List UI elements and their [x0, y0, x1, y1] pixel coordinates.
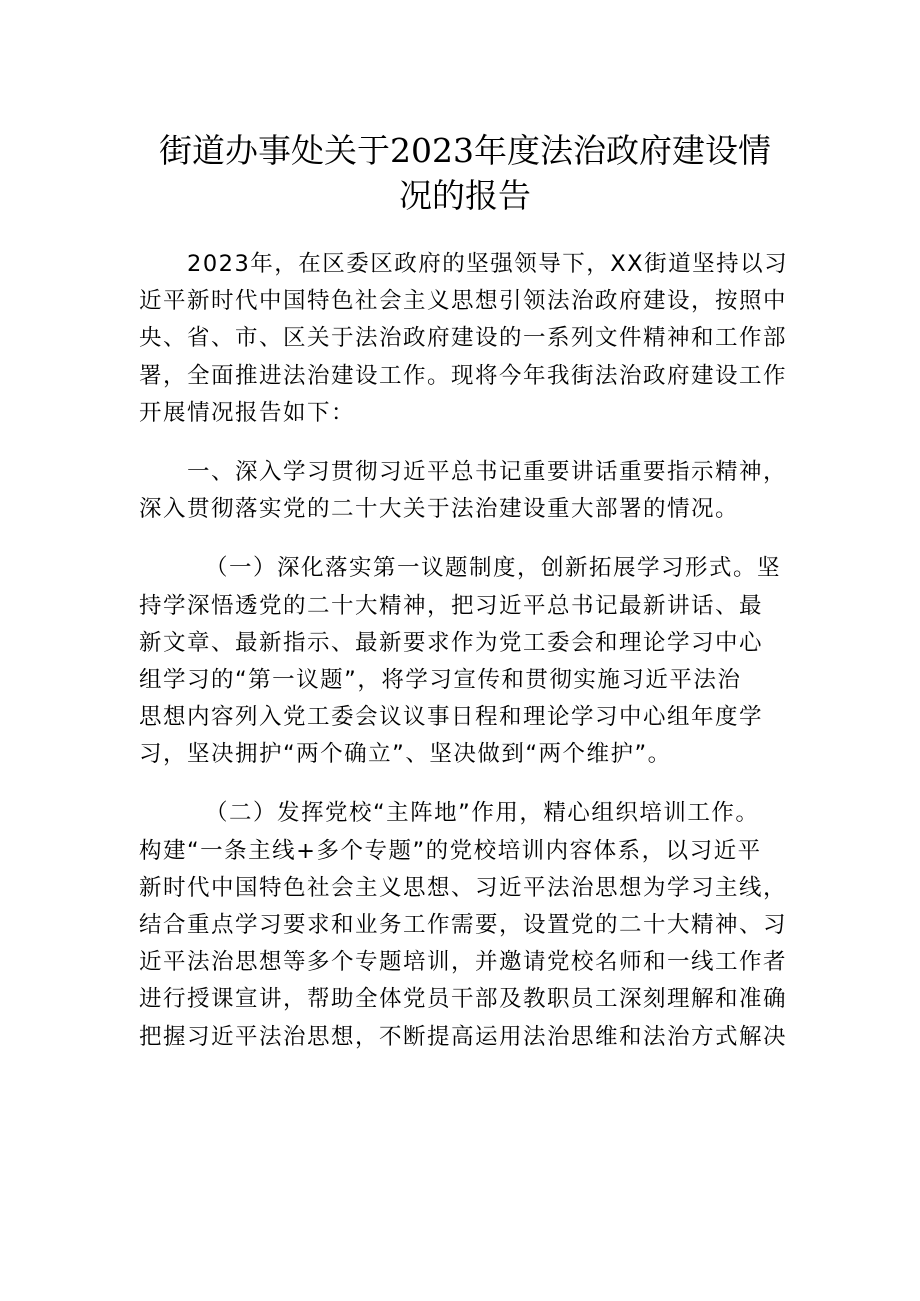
paragraph-spacer [139, 432, 799, 454]
paragraph-line: 近平法治思想等多个专题培训，并邀请党校名师和一线工作者 [139, 949, 788, 976]
paragraph-line: 开展情况报告如下： [139, 399, 356, 426]
paragraph-line: 思想内容列入党工委会议议事日程和理论学习中心组年度学 [139, 704, 764, 731]
paragraph-line: 新文章、最新指示、最新要求作为党工委会和理论学习中心 [139, 629, 764, 656]
paragraph-spacer [139, 773, 799, 795]
document-title [140, 128, 790, 218]
title-line: 街道办事处关于2023年度法治政府建设情 [159, 131, 771, 170]
section-heading-1 [139, 454, 799, 528]
paragraph-line: （一）深化落实第一议题制度，创新拓展学习形式。坚 [205, 555, 782, 582]
paragraph-line: 把握习近平法治思想，不断提高运用法治思维和法治方式解决 [139, 1023, 788, 1050]
paragraph-line: 新时代中国特色社会主义思想、习近平法治思想为学习主线， [139, 874, 788, 901]
paragraph-line: （二）发挥党校“主阵地”作用，精心组织培训工作。 [205, 800, 760, 827]
document-body [139, 246, 799, 1056]
paragraph-line: 结合重点学习要求和业务工作需要，设置党的二十大精神、习 [139, 912, 788, 938]
paragraph-line: 一、深入学习贯彻习近平总书记重要讲话重要指示精神， [187, 458, 788, 485]
paragraph-line: 署，全面推进法治建设工作。现将今年我街法治政府建设工作 [139, 362, 788, 389]
paragraph-line: 习，坚决拥护“两个确立”、坚决做到“两个维护”。 [139, 741, 672, 768]
paragraph-line: 持学深悟透党的二十大精神，把习近平总书记最新讲话、最 [139, 592, 764, 619]
paragraph-line: 深入贯彻落实党的二十大关于法治建设重大部署的情况。 [139, 496, 740, 523]
paragraph-line: 组学习的“第一议题”，将学习宣传和贯彻实施习近平法治 [139, 666, 742, 693]
paragraph-line: 央、省、市、区关于法治政府建设的一系列文件精神和工作部 [139, 325, 788, 352]
paragraph-line: 进行授课宣讲，帮助全体党员干部及教职员工深刻理解和准确 [139, 986, 788, 1013]
paragraph-line: 近平新时代中国特色社会主义思想引领法治政府建设，按照中 [139, 288, 788, 315]
paragraph-line: 2023年，在区委区政府的坚强领导下，XX街道坚持以习 [187, 251, 789, 277]
paragraph-line: 构建“一条主线+多个专题”的党校培训内容体系，以习近平 [139, 837, 762, 864]
subsection-1 [139, 550, 799, 773]
subsection-2 [139, 795, 799, 1055]
paragraph-intro [139, 246, 799, 432]
title-line: 况的报告 [399, 176, 531, 215]
paragraph-spacer [139, 528, 799, 550]
